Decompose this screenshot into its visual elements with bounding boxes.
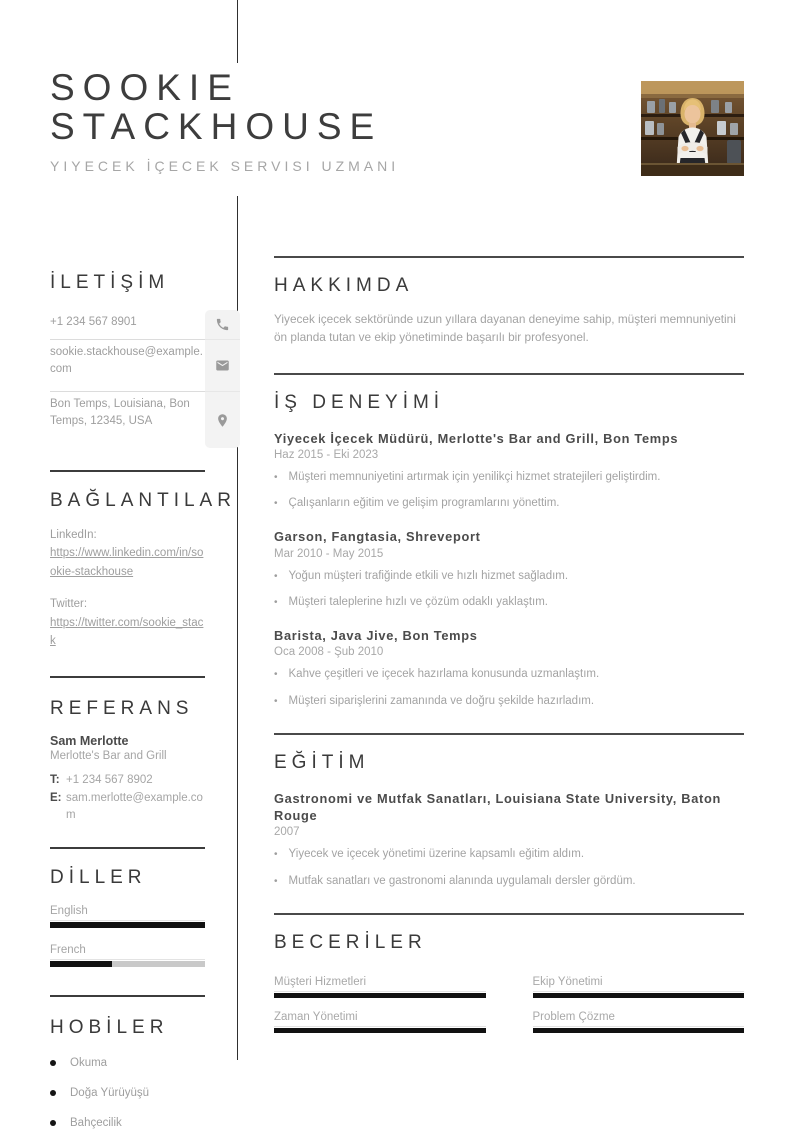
linkedin-label: LinkedIn:	[50, 529, 97, 541]
job-dates: Oca 2008 - Şub 2010	[274, 646, 384, 659]
language-bar-fill	[50, 922, 205, 928]
bullet-text: Müşteri memnuniyetini artırmak için yenilikçi hizmet stratejileri geliştirdim.	[288, 470, 661, 483]
skills-heading: BECERİLER	[274, 931, 427, 953]
education-degree: Gastronomi ve Mutfak Sanatları, Louisiana State University, Baton Rouge	[274, 790, 722, 824]
bullet-dot-icon	[50, 1060, 56, 1066]
hobby-item	[50, 1087, 205, 1099]
phone-icon	[205, 310, 240, 340]
job-bullets	[274, 666, 744, 710]
top-divider-line	[237, 0, 238, 63]
bullet-dot-icon: •	[274, 849, 278, 861]
bullet-text: Kahve çeşitleri ve içecek hazırlama konusunda uzmanlaştım.	[288, 668, 600, 681]
language-bar-track	[50, 961, 205, 967]
bullet-item	[274, 469, 744, 486]
job-dates: Mar 2010 - May 2015	[274, 547, 384, 560]
bullet-item	[274, 693, 744, 710]
bullet-item	[274, 568, 744, 585]
bullet-dot-icon: •	[274, 875, 278, 887]
skill-bar-fill	[533, 1028, 745, 1033]
job-title: Barista, Java Jive, Bon Temps	[274, 628, 478, 644]
reference-section	[50, 676, 205, 822]
job-title: Yiyecek İçecek Müdürü, Merlotte's Bar and Grill, Bon Temps	[274, 430, 679, 446]
experience-heading: İŞ DENEYİMİ	[274, 391, 445, 413]
bullet-text: Yoğun müşteri trafiğinde etkili ve hızlı hizmet sağladım.	[288, 569, 569, 582]
bullet-text: Mutfak sanatları ve gastronomi alanında uygulamalı dersler gördüm.	[288, 874, 636, 887]
education-heading: EĞİTİM	[274, 751, 370, 773]
twitter-label: Twitter:	[50, 598, 88, 611]
job-bullets	[274, 568, 744, 612]
job-title: Garson, Fangtasia, Shreveport	[274, 529, 481, 545]
contact-icon-strip	[205, 310, 240, 448]
language-item-french	[50, 944, 205, 967]
education-section	[274, 733, 744, 913]
contact-email: sookie.stackhouse@example.com	[50, 340, 205, 392]
linkedin-link[interactable]: https://www.linkedin.com/in/sookie-stackhouse	[50, 547, 204, 578]
person-name-line1: SOOKIE	[50, 67, 240, 108]
job-entry	[274, 528, 744, 611]
links-heading: BAĞLANTILAR	[50, 490, 236, 511]
language-bar-fill	[50, 961, 112, 967]
reference-email-value: sam.merlotte@example.com	[66, 792, 203, 821]
bullet-dot-icon: •	[274, 669, 278, 681]
bullet-dot-icon: •	[274, 596, 278, 608]
bullet-text: Müşteri taleplerine hızlı ve çözüm odaklı yaklaştım.	[288, 595, 549, 608]
reference-phone-row	[50, 772, 205, 788]
hobby-item	[50, 1057, 205, 1069]
bullet-dot-icon: •	[274, 570, 278, 582]
skills-section	[274, 913, 744, 1043]
bullet-dot-icon	[50, 1120, 56, 1126]
location-pin-icon	[205, 392, 240, 448]
link-item-linkedin	[50, 526, 205, 581]
experience-section	[274, 373, 744, 733]
bullet-item	[274, 495, 744, 512]
languages-section	[50, 847, 205, 967]
about-text: Yiyecek içecek sektöründe uzun yıllara dayanan deneyime sahip, müşteri memnuniyetini ön planda tutan ve ekip yönetiminde başarılı bir profesyonel.	[274, 312, 736, 345]
bullet-text: Çalışanların eğitim ve gelişim programlarını yönettim.	[288, 497, 560, 510]
hobby-label: Bahçecilik	[70, 1116, 122, 1129]
skill-bar-track	[533, 993, 745, 998]
contact-rows	[50, 310, 205, 448]
job-entry	[274, 430, 744, 513]
links-section	[50, 470, 236, 650]
language-name: French	[50, 944, 205, 960]
skill-item	[274, 976, 486, 998]
job-dates: Haz 2015 - Eki 2023	[274, 448, 379, 461]
language-item-english	[50, 905, 205, 928]
contact-phone: +1 234 567 8901	[50, 310, 205, 340]
reference-heading: REFERANS	[50, 698, 194, 720]
skills-grid	[274, 976, 744, 1043]
skill-name: Müşteri Hizmetleri	[274, 976, 486, 992]
contact-heading: İLETİŞİM	[50, 272, 170, 293]
bullet-dot-icon: •	[274, 498, 278, 510]
education-bullets	[274, 846, 744, 890]
skill-bar-track	[274, 1028, 486, 1033]
hobbies-section	[50, 995, 205, 1129]
languages-heading: DİLLER	[50, 866, 147, 888]
bullet-dot-icon: •	[274, 471, 278, 483]
language-name: English	[50, 905, 205, 921]
contact-address: Bon Temps, Louisiana, Bon Temps, 12345, USA	[50, 398, 190, 427]
bullet-text: Yiyecek ve içecek yönetimi üzerine kapsamlı eğitim aldım.	[288, 848, 585, 861]
job-bullets	[274, 469, 744, 513]
bullet-item	[274, 846, 744, 863]
bullet-item	[274, 594, 744, 611]
hobbies-heading: HOBİLER	[50, 1016, 169, 1038]
skill-name: Zaman Yönetimi	[274, 1011, 486, 1027]
skill-bar-track	[274, 993, 486, 998]
bullet-item	[274, 666, 744, 683]
reference-email-label: E:	[50, 792, 62, 805]
reference-phone-value: +1 234 567 8902	[66, 774, 153, 787]
bullet-dot-icon	[50, 1090, 56, 1096]
skill-bar-fill	[533, 993, 745, 998]
bullet-item	[274, 873, 744, 890]
language-bar-track	[50, 922, 205, 928]
skill-name: Problem Çözme	[533, 1011, 745, 1027]
twitter-link[interactable]: https://twitter.com/sookie_stack	[50, 616, 204, 647]
skill-name: Ekip Yönetimi	[533, 976, 745, 992]
person-name	[50, 68, 610, 146]
profile-photo	[641, 81, 744, 176]
main-content	[274, 256, 744, 1043]
profile-photo-illustration	[641, 81, 744, 176]
skill-item	[274, 1011, 486, 1033]
person-name-line2: STACKHOUSE	[50, 106, 383, 148]
reference-email-row	[50, 790, 205, 822]
skill-bar-fill	[274, 1028, 486, 1033]
hobby-label: Okuma	[70, 1056, 108, 1069]
hobby-item	[50, 1117, 205, 1129]
contact-section	[50, 272, 205, 294]
education-year: 2007	[274, 826, 300, 839]
education-entry	[274, 790, 744, 890]
about-section	[274, 256, 744, 373]
skill-bar-track	[533, 1028, 745, 1033]
skill-bar-fill	[274, 993, 486, 998]
link-item-twitter	[50, 595, 205, 650]
header	[50, 68, 610, 174]
mail-icon	[205, 340, 240, 392]
bullet-dot-icon: •	[274, 695, 278, 707]
reference-company: Merlotte's Bar and Grill	[50, 750, 167, 763]
about-heading: HAKKIMDA	[274, 275, 414, 296]
hobby-label: Doğa Yürüyüşü	[70, 1086, 150, 1099]
sidebar	[50, 272, 240, 1129]
bullet-text: Müşteri siparişlerini zamanında ve doğru şekilde hazırladım.	[288, 694, 595, 707]
person-job-title: YIYECEK İÇECEK SERVISI UZMANI	[50, 158, 400, 175]
reference-phone-label: T:	[50, 774, 60, 787]
contact-block	[50, 310, 240, 448]
reference-name: Sam Merlotte	[50, 734, 129, 749]
skill-item	[533, 976, 745, 998]
job-entry	[274, 627, 744, 710]
skill-item	[533, 1011, 745, 1033]
